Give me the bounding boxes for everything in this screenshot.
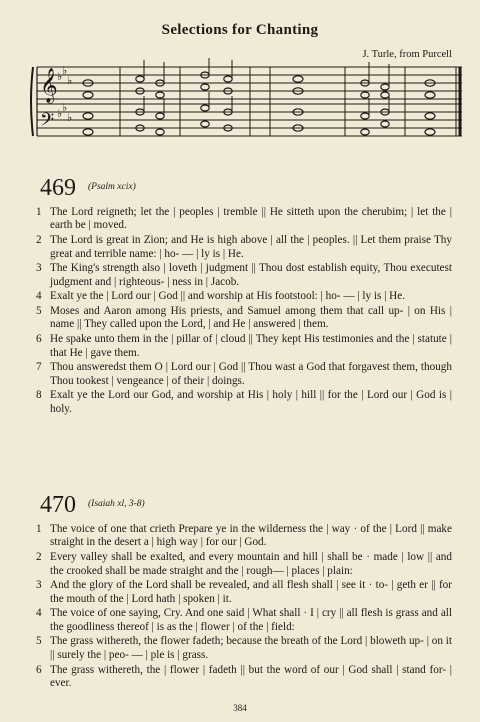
verse: 3 The King's strength also | loveth | judgment || Thou dost establish equity, Thou executest judgment and | righteous- | ness in | Jacob. bbox=[36, 262, 452, 288]
hymn-470-verses bbox=[36, 523, 452, 692]
hymn-470-heading bbox=[40, 493, 145, 517]
verse: 1 The Lord reigneth; let the | peoples | tremble || He sitteth upon the cherubim; | let the | earth be | moved. bbox=[36, 206, 452, 232]
hymn-469-heading bbox=[40, 176, 136, 200]
hymn-number: 469 bbox=[40, 175, 76, 201]
composer-credit: J. Turle, from Purcell bbox=[362, 49, 452, 60]
page-number: 384 bbox=[233, 703, 247, 713]
chant-score bbox=[0, 0, 480, 170]
hymn-number: 470 bbox=[40, 492, 76, 518]
verse: 4 Exalt ye the | Lord our | God || and worship at His footstool: | ho- — | ly is | He. bbox=[36, 290, 405, 303]
verse: 2 Every valley shall be exalted, and every mountain and hill | shall be · made | low || and the crooked shall be made straight and the | rough— | places | plain: bbox=[36, 551, 452, 577]
page-title: Selections for Chanting bbox=[161, 22, 319, 38]
hymn-469-verses bbox=[36, 206, 452, 417]
verse: 6 He spake unto them in the | pillar of | cloud || They kept His testimonies and the | statute | that He | gave them. bbox=[36, 333, 452, 359]
verse: 1 The voice of one that crieth Prepare ye in the wilderness the | way · of the | Lord || make straight in the desert a | high way | for our | God. bbox=[36, 523, 452, 549]
verse: 3 And the glory of the Lord shall be revealed, and all flesh shall | see it · to- | geth er || for the mouth of the | Lord hath | spoken | it. bbox=[36, 579, 452, 605]
svg-text:♭: ♭ bbox=[62, 65, 68, 77]
svg-text:♭: ♭ bbox=[67, 112, 73, 124]
verse: 7 Thou answeredst them O | Lord our | God || Thou wast a God that forgavest them, though Thou tookest | vengeance | of their | doings. bbox=[36, 361, 452, 387]
verse: 2 The Lord is great in Zion; and He is high above | all the | peoples. || Let them praise Thy great and terrible name: | ho- — | ly is | He. bbox=[36, 234, 452, 260]
score-system-1 bbox=[31, 67, 462, 136]
hymn-reference: (Psalm xcix) bbox=[88, 182, 136, 192]
svg-text:♭: ♭ bbox=[57, 71, 63, 83]
verse: 5 Moses and Aaron among His priests, and Samuel among them that call up- | on His | name || They called upon the Lord, | and He | answered | them. bbox=[36, 305, 452, 331]
svg-text:♭: ♭ bbox=[62, 102, 68, 114]
svg-text:𝄞: 𝄞 bbox=[40, 68, 58, 103]
svg-text:𝄢: 𝄢 bbox=[40, 110, 55, 135]
verse: 6 The grass withereth, the | flower | fadeth || but the word of our | God shall | stand for- | ever. bbox=[36, 663, 452, 689]
svg-text:♭: ♭ bbox=[67, 75, 73, 87]
verse: 4 The voice of one saying, Cry. And one said | What shall · I | cry || all flesh is grass and all the goodliness thereof | is as the | flower | of the | field: bbox=[36, 607, 452, 633]
verse: 8 Exalt ye the Lord our God, and worship at His | holy | hill || for the | Lord our | God is | holy. bbox=[36, 389, 452, 415]
verse: 5 The grass withereth, the flower fadeth; because the breath of the Lord | bloweth up- | on it || surely the | peo- — | ple is | grass. bbox=[36, 635, 452, 661]
hymn-reference: (Isaiah xl, 3-8) bbox=[88, 499, 145, 509]
svg-text:♭: ♭ bbox=[57, 108, 63, 120]
